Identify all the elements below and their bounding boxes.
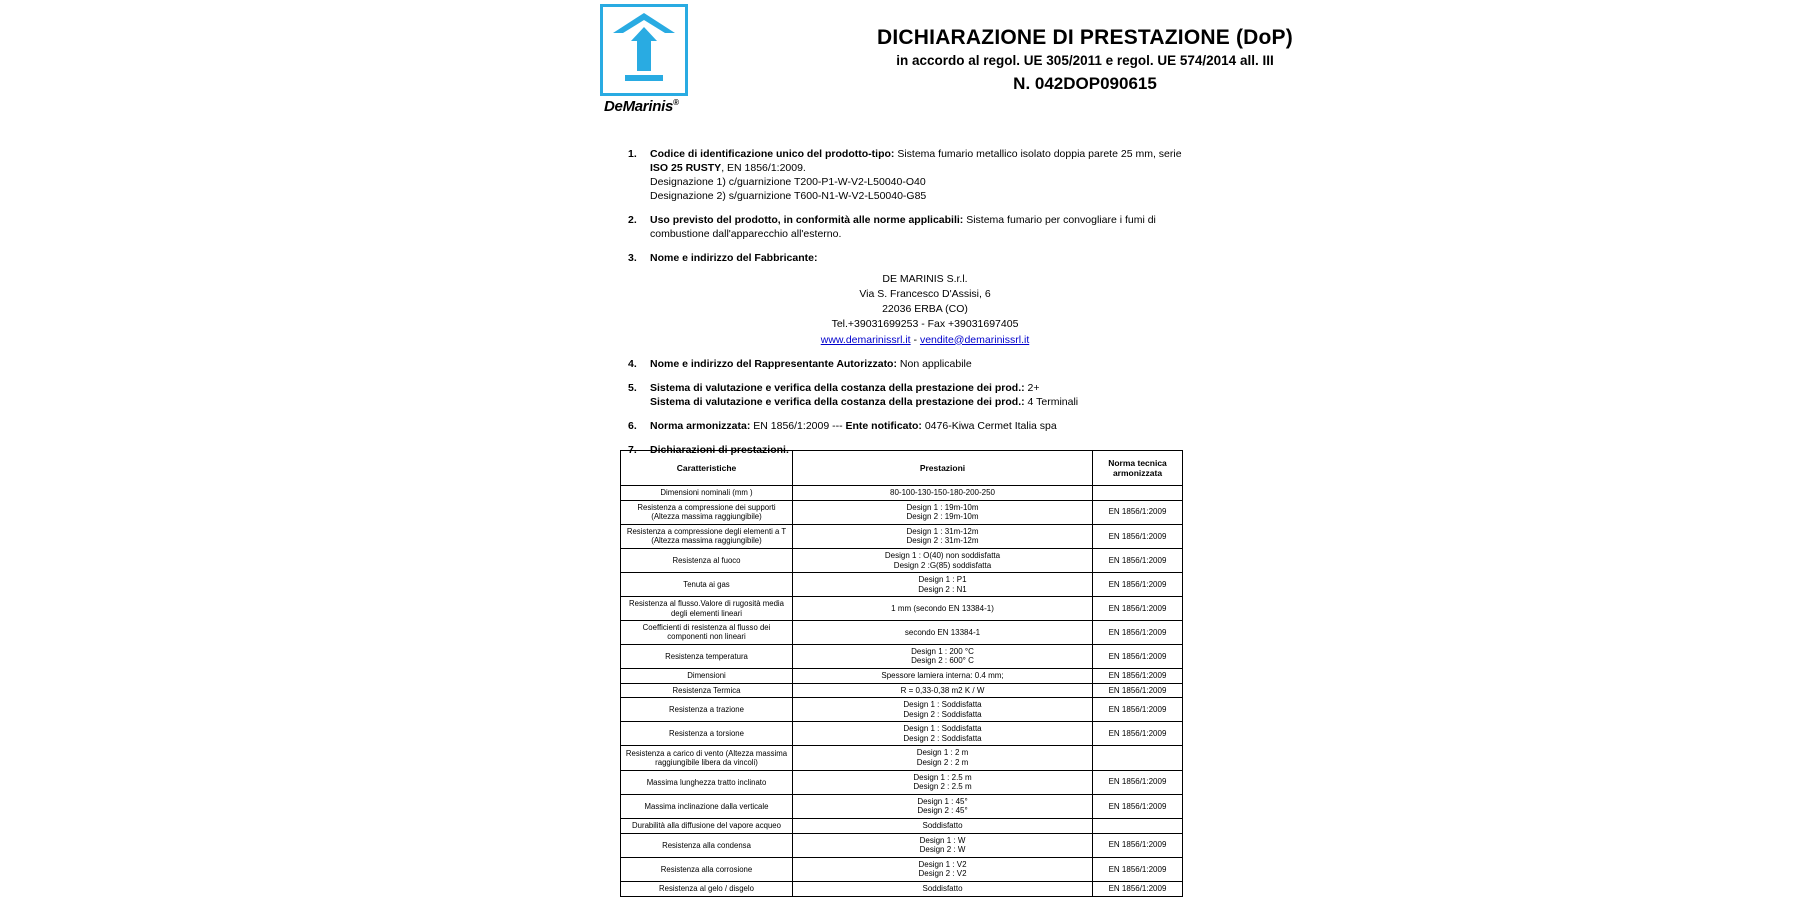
- table-row: [621, 644, 1183, 668]
- cell-prestazione: [793, 794, 1093, 818]
- clause-6: [620, 420, 1200, 434]
- prestazione-line: Design 1 : P1: [918, 575, 967, 585]
- cell-caratteristica: Dimensioni nominali (mm ): [621, 486, 793, 501]
- manufacturer-links: [650, 333, 1200, 348]
- cell-prestazione: [793, 857, 1093, 881]
- clause-6-text: EN 1856/1:2009 ---: [750, 419, 846, 432]
- table-row: [621, 746, 1183, 770]
- table-row: [621, 683, 1183, 698]
- prestazione-line: Design 2 : Soddisfatta: [903, 709, 982, 719]
- table-row: [621, 770, 1183, 794]
- cell-caratteristica: Resistenza al gelo / disgelo: [621, 882, 793, 897]
- performance-table-wrapper: [620, 450, 1182, 897]
- clause-3-label: Nome e indirizzo del Fabbricante:: [650, 251, 818, 264]
- clause-7-label: Dichiarazioni di prestazioni.: [650, 443, 789, 456]
- cell-prestazione: [793, 746, 1093, 770]
- cell-norma: EN 1856/1:2009: [1093, 621, 1183, 645]
- table-row: [621, 524, 1183, 548]
- prestazione-line: secondo EN 13384-1: [904, 627, 981, 637]
- prestazione-line: Design 2 : 45°: [917, 806, 968, 816]
- prestazione-line: Design 2 :G(85) soddisfatta: [893, 560, 992, 570]
- table-row: [621, 500, 1183, 524]
- document-number: N. 042DOP090615: [1013, 74, 1157, 93]
- prestazione-line: Design 1 : V2: [918, 859, 967, 869]
- prestazione-line: Design 1 : 45°: [917, 796, 968, 806]
- prestazione-line: Design 2 : N1: [918, 584, 967, 594]
- cell-prestazione: [793, 882, 1093, 897]
- manufacturer-name: DE MARINIS S.r.l.: [882, 272, 968, 285]
- clause-5-text: 2+: [1024, 381, 1040, 394]
- manufacturer-street: Via S. Francesco D'Assisi, 6: [859, 287, 991, 300]
- cell-prestazione: [793, 833, 1093, 857]
- table-row: [621, 698, 1183, 722]
- document-header: [0, 0, 1800, 120]
- table-row: [621, 722, 1183, 746]
- clause-6-number: 6.: [628, 419, 637, 432]
- table-row: [621, 621, 1183, 645]
- cell-norma: [1093, 486, 1183, 501]
- clause-1-number: 1.: [628, 148, 637, 160]
- cell-norma: EN 1856/1:2009: [1093, 524, 1183, 548]
- document-title: DICHIARAZIONE DI PRESTAZIONE (DoP): [877, 26, 1293, 49]
- clause-2-text: Sistema fumario per convogliare i fumi di combustione dall'apparecchio all'esterno.: [650, 213, 1156, 240]
- cell-prestazione: [793, 486, 1093, 501]
- clause-4-label: Nome e indirizzo del Rappresentante Autorizzato:: [650, 357, 897, 370]
- table-row: [621, 486, 1183, 501]
- cell-norma: EN 1856/1:2009: [1093, 548, 1183, 572]
- prestazione-line: Design 2 : 31m-12m: [906, 536, 979, 546]
- clause-5-text2: 4 Terminali: [1024, 395, 1079, 408]
- cell-prestazione: [793, 770, 1093, 794]
- clause-5-label2: Sistema di valutazione e verifica della costanza della prestazione dei prod.:: [650, 395, 1025, 408]
- cell-norma: EN 1856/1:2009: [1093, 882, 1183, 897]
- cell-caratteristica: Resistenza alla condensa: [621, 833, 793, 857]
- manufacturer-address: [650, 272, 1200, 348]
- cell-caratteristica: Dimensioni: [621, 668, 793, 683]
- document-subtitle: in accordo al regol. UE 305/2011 e regol. UE 574/2014 all. III: [896, 53, 1274, 68]
- cell-prestazione: [793, 573, 1093, 597]
- cell-caratteristica: Resistenza a carico di vento (Altezza massima raggiungibile libera da vincoli): [621, 746, 793, 770]
- clause-6-notified-value: 0476-Kiwa Cermet Italia spa: [921, 419, 1057, 432]
- prestazione-line: 1 mm (secondo EN 13384-1): [891, 603, 994, 613]
- prestazione-line: Design 1 : 200 °C: [911, 646, 974, 656]
- cell-norma: EN 1856/1:2009: [1093, 794, 1183, 818]
- cell-norma: EN 1856/1:2009: [1093, 500, 1183, 524]
- clause-1-text2: , EN 1856/1:2009.: [721, 161, 806, 174]
- clause-4-number: 4.: [628, 357, 637, 370]
- prestazione-line: Design 2 : V2: [918, 869, 967, 879]
- cell-caratteristica: Resistenza Termica: [621, 683, 793, 698]
- prestazione-line: Design 1 : W: [919, 835, 966, 845]
- website-link[interactable]: www.demarinissrl.it: [820, 333, 911, 346]
- prestazione-line: Design 2 : 2.5 m: [913, 782, 972, 792]
- cell-caratteristica: Resistenza alla corrosione: [621, 857, 793, 881]
- cell-prestazione: [793, 683, 1093, 698]
- document-body: [620, 148, 1200, 468]
- cell-norma: EN 1856/1:2009: [1093, 597, 1183, 621]
- cell-caratteristica: Massima lunghezza tratto inclinato: [621, 770, 793, 794]
- cell-caratteristica: Tenuta ai gas: [621, 573, 793, 597]
- cell-prestazione: [793, 819, 1093, 834]
- prestazione-line: Design 2 : W: [919, 845, 966, 855]
- prestazione-line: Design 1 : 2.5 m: [913, 772, 972, 782]
- prestazione-line: Design 1 : 2 m: [916, 748, 969, 758]
- clause-1-line4: Designazione 2) s/guarnizione T600-N1-W-V2-L50040-G85: [650, 189, 927, 202]
- logo-frame-icon: [600, 4, 688, 96]
- cell-prestazione: [793, 644, 1093, 668]
- cell-norma: [1093, 819, 1183, 834]
- clause-5-line2: [650, 396, 1200, 410]
- prestazione-line: Design 2 : Soddisfatta: [903, 733, 982, 743]
- cell-caratteristica: Coefficienti di resistenza al flusso dei componenti non lineari: [621, 621, 793, 645]
- table-row: [621, 833, 1183, 857]
- email-link[interactable]: vendite@demarinissrl.it: [919, 333, 1030, 346]
- clause-4-text: Non applicabile: [896, 357, 972, 370]
- clause-5: [620, 382, 1200, 410]
- table-header-row: [621, 451, 1183, 486]
- clause-1-text: Sistema fumario metallico isolato doppia parete 25 mm, serie: [894, 148, 1182, 160]
- prestazione-line: Design 1 : Soddisfatta: [903, 700, 982, 710]
- prestazione-line: Soddisfatto: [922, 884, 963, 893]
- cell-prestazione: [793, 597, 1093, 621]
- clause-2-number: 2.: [628, 213, 637, 226]
- manufacturer-phone: Tel.+39031699253 - Fax +39031697405: [831, 318, 1019, 331]
- cell-prestazione: [793, 698, 1093, 722]
- header-prestazioni: Prestazioni: [793, 451, 1093, 486]
- prestazione-line: Design 1 : 19m-10m: [906, 502, 979, 512]
- cell-caratteristica: Resistenza a torsione: [621, 722, 793, 746]
- cell-caratteristica: Massima inclinazione dalla verticale: [621, 794, 793, 818]
- cell-caratteristica: Resistenza al flusso.Valore di rugosità media degli elementi lineari: [621, 597, 793, 621]
- cell-prestazione: [793, 548, 1093, 572]
- cell-caratteristica: Resistenza temperatura: [621, 644, 793, 668]
- table-row: [621, 819, 1183, 834]
- cell-norma: EN 1856/1:2009: [1093, 644, 1183, 668]
- prestazione-line: Design 2 : 2 m: [916, 758, 969, 768]
- clause-6-notified-label: Ente notificato:: [845, 419, 922, 432]
- link-separator: -: [910, 333, 920, 346]
- cell-norma: EN 1856/1:2009: [1093, 857, 1183, 881]
- cell-norma: EN 1856/1:2009: [1093, 668, 1183, 683]
- table-row: [621, 548, 1183, 572]
- clause-1: [620, 148, 1200, 204]
- cell-norma: EN 1856/1:2009: [1093, 698, 1183, 722]
- table-body: [621, 486, 1183, 897]
- table-header: [621, 451, 1183, 486]
- cell-prestazione: [793, 722, 1093, 746]
- clause-1-series: ISO 25 RUSTY: [650, 161, 722, 174]
- clause-3: [620, 252, 1200, 348]
- prestazione-line: Design 1 : 31m-12m: [906, 526, 979, 536]
- cell-norma: EN 1856/1:2009: [1093, 722, 1183, 746]
- prestazione-line: R = 0,33-0,38 m2 K / W: [900, 685, 985, 695]
- table-row: [621, 573, 1183, 597]
- clause-5-number: 5.: [628, 381, 637, 394]
- chimney-logo-icon: [603, 7, 685, 93]
- logo-wordmark-text: DeMarinis: [604, 98, 673, 115]
- logo-wordmark: [604, 98, 679, 115]
- prestazione-line: Spessore lamiera interna: 0.4 mm;: [881, 670, 1004, 680]
- prestazione-line: Design 2 : 600° C: [911, 656, 974, 666]
- cell-prestazione: [793, 524, 1093, 548]
- prestazione-line: Design 2 : 19m-10m: [906, 512, 979, 522]
- clause-5-label: Sistema di valutazione e verifica della costanza della prestazione dei prod.:: [650, 381, 1025, 394]
- cell-norma: EN 1856/1:2009: [1093, 770, 1183, 794]
- cell-caratteristica: Durabilità alla diffusione del vapore acqueo: [621, 819, 793, 834]
- clause-6-label: Norma armonizzata:: [650, 419, 751, 432]
- clause-1-label: Codice di identificazione unico del prodotto-tipo:: [650, 148, 895, 160]
- clause-1-line3: Designazione 1) c/guarnizione T200-P1-W-V2-L50040-O40: [650, 175, 926, 188]
- cell-caratteristica: Resistenza al fuoco: [621, 548, 793, 572]
- prestazione-line: 80-100-130-150-180-200-250: [890, 488, 995, 497]
- prestazione-line: Soddisfatto: [922, 821, 963, 831]
- title-block: [720, 26, 1450, 94]
- cell-norma: EN 1856/1:2009: [1093, 573, 1183, 597]
- header-caratteristiche: Caratteristiche: [621, 451, 793, 486]
- header-norma: Norma tecnica armonizzata: [1093, 451, 1183, 486]
- table-row: [621, 597, 1183, 621]
- cell-caratteristica: Resistenza a trazione: [621, 698, 793, 722]
- clause-2: [620, 214, 1200, 242]
- clause-2-label: Uso previsto del prodotto, in conformità alle norme applicabili:: [650, 213, 964, 226]
- table-row: [621, 857, 1183, 881]
- company-logo: [600, 4, 698, 116]
- cell-caratteristica: Resistenza a compressione degli elementi a T (Altezza massima raggiungibile): [621, 524, 793, 548]
- cell-prestazione: [793, 500, 1093, 524]
- prestazione-line: Design 1 : Soddisfatta: [903, 724, 982, 734]
- cell-caratteristica: Resistenza a compressione dei supporti (Altezza massima raggiungibile): [621, 500, 793, 524]
- cell-prestazione: [793, 668, 1093, 683]
- table-row: [621, 668, 1183, 683]
- table-row: [621, 882, 1183, 897]
- cell-prestazione: [793, 621, 1093, 645]
- performance-table: [620, 450, 1183, 897]
- clause-3-number: 3.: [628, 251, 637, 264]
- manufacturer-city: 22036 ERBA (CO): [882, 303, 968, 316]
- prestazione-line: Design 1 : O(40) non soddisfatta: [884, 550, 1001, 560]
- cell-norma: EN 1856/1:2009: [1093, 683, 1183, 698]
- clause-4: [620, 358, 1200, 372]
- table-row: [621, 794, 1183, 818]
- logo-registered-mark: ®: [673, 98, 679, 107]
- cell-norma: EN 1856/1:2009: [1093, 833, 1183, 857]
- clause-7-number: 7.: [628, 443, 637, 456]
- cell-norma: [1093, 746, 1183, 770]
